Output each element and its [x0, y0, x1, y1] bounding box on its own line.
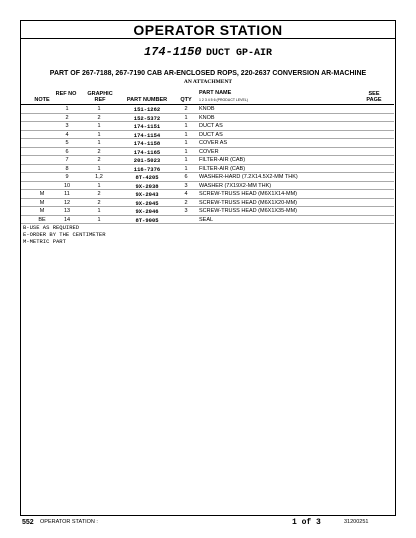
- legend-item: M-METRIC PART: [23, 238, 66, 245]
- footer-page-number: 552: [22, 519, 34, 526]
- row-part-name: WASHER (7X19X2-MM THK): [199, 182, 272, 189]
- table-row: [21, 165, 394, 174]
- page-title: OPERATOR STATION: [21, 21, 395, 39]
- header-graphic-ref: GRAPHIC REF: [87, 91, 113, 103]
- row-ref-no: 12: [63, 199, 71, 206]
- table-row: [21, 122, 394, 131]
- row-graphic-ref: 2: [97, 148, 101, 155]
- row-graphic-ref: 2: [97, 199, 101, 206]
- table-row: [21, 114, 394, 123]
- table-row: [21, 156, 394, 165]
- table-row: [21, 105, 394, 114]
- table-row: [21, 216, 394, 225]
- row-qty: 1: [184, 148, 188, 155]
- row-part-name: SCREW-TRUSS HEAD (M6X1X35-MM): [199, 208, 297, 214]
- header-part-name: PART NAME: [199, 90, 232, 96]
- row-part-number: 174-1158: [133, 140, 161, 147]
- row-qty: 6: [184, 174, 188, 180]
- row-part-number: 116-7376: [133, 165, 161, 173]
- attachment-line: AN ATTACHMENT: [183, 79, 233, 85]
- row-graphic-ref: 1: [97, 140, 101, 146]
- table-row: [21, 182, 394, 191]
- part-description-heading: DUCT GP-AIR: [206, 48, 273, 59]
- parts-table: [21, 89, 394, 245]
- row-part-number: 9X-2046: [135, 208, 159, 215]
- page-footer: [20, 516, 396, 530]
- footer-section: OPERATOR STATION :: [40, 519, 98, 525]
- row-qty: 1: [184, 114, 188, 121]
- row-graphic-ref: 1,2: [95, 174, 103, 180]
- row-qty: 3: [184, 208, 188, 214]
- table-row: [21, 173, 394, 182]
- row-part-name: KNOB: [199, 114, 215, 121]
- row-qty: 4: [184, 191, 188, 197]
- row-ref-no: 13: [63, 208, 71, 214]
- row-graphic-ref: 1: [97, 208, 101, 214]
- row-part-number: 151-1262: [133, 106, 161, 113]
- row-part-name: FILTER-AIR (CAB): [199, 165, 246, 172]
- row-qty: 1: [184, 165, 188, 172]
- row-ref-no: 2: [65, 114, 69, 121]
- row-part-number: 174-1165: [133, 148, 161, 156]
- row-graphic-ref: 1: [97, 182, 101, 189]
- row-part-name: DUCT AS: [199, 131, 223, 138]
- row-graphic-ref: 1: [97, 123, 101, 129]
- row-part-number: 9X-2038: [135, 182, 159, 190]
- legend-item: E-ORDER BY THE CENTIMETER: [23, 231, 106, 238]
- row-qty: 3: [184, 182, 188, 189]
- row-part-number: 8T-9005: [135, 216, 159, 224]
- row-graphic-ref: 1: [97, 106, 101, 112]
- table-row: [21, 148, 394, 157]
- row-part-name: WASHER-HARD (7.2X14.5X2-MM THK): [199, 174, 298, 180]
- row-part-number: 9X-2043: [135, 191, 159, 198]
- row-part-number: 9X-2045: [135, 199, 159, 207]
- row-graphic-ref: 2: [97, 114, 101, 121]
- row-ref-no: 1: [65, 106, 69, 112]
- row-ref-no: 4: [65, 131, 69, 138]
- header-ref-no: REF NO: [55, 91, 77, 97]
- header-part-number: PART NUMBER: [126, 97, 168, 103]
- table-row: [21, 190, 394, 199]
- row-ref-no: 5: [65, 140, 69, 146]
- row-ref-no: 9: [65, 174, 69, 180]
- table-row: [21, 199, 394, 208]
- row-part-number: 201-5023: [133, 157, 161, 164]
- row-graphic-ref: 1: [97, 216, 101, 223]
- row-ref-no: 8: [65, 165, 69, 172]
- row-note: BE: [38, 216, 46, 223]
- row-part-number: 8T-4205: [135, 174, 159, 181]
- row-part-name: KNOB: [199, 106, 215, 112]
- part-number-heading: 174-1150: [143, 45, 202, 59]
- row-part-number: 174-1151: [133, 123, 161, 130]
- row-part-name: SCREW-TRUSS HEAD (M6X1X14-MM): [199, 191, 297, 197]
- legend: [21, 224, 394, 245]
- row-part-number: 174-1154: [133, 131, 161, 139]
- row-part-name: SEAL: [199, 216, 214, 223]
- footer-code: 31200251: [344, 519, 369, 525]
- table-row: [21, 139, 394, 148]
- row-graphic-ref: 2: [97, 157, 101, 163]
- row-part-number: 152-5372: [133, 114, 161, 122]
- row-graphic-ref: 1: [97, 131, 101, 138]
- row-part-name: COVER AS: [199, 140, 228, 146]
- header-see-page: SEE PAGE: [366, 91, 382, 103]
- table-body: [21, 105, 394, 224]
- row-part-name: FILTER-AIR (CAB): [199, 157, 246, 163]
- row-note: M: [39, 191, 45, 197]
- row-note: M: [39, 199, 45, 206]
- row-note: M: [39, 208, 45, 214]
- row-ref-no: 10: [63, 182, 71, 189]
- table-row: [21, 207, 394, 216]
- row-qty: 1: [184, 131, 188, 138]
- row-qty: 1: [184, 140, 188, 146]
- header-note: NOTE: [34, 97, 50, 103]
- row-ref-no: 6: [65, 148, 69, 155]
- part-heading: [21, 43, 395, 59]
- part-of-line: PART OF 267-7188, 267-7190 CAB AR-ENCLOSED ROPS, 220-2637 CONVERSION AR-MACHINE: [49, 70, 367, 77]
- row-ref-no: 14: [63, 216, 71, 223]
- row-qty: 1: [184, 157, 188, 163]
- row-part-name: SCREW-TRUSS HEAD (M6X1X20-MM): [199, 199, 297, 206]
- row-qty: 1: [184, 123, 188, 129]
- row-part-name: DUCT AS: [199, 123, 223, 129]
- row-ref-no: 3: [65, 123, 69, 129]
- table-header: [21, 89, 394, 105]
- table-row: [21, 131, 394, 140]
- header-qty: QTY: [180, 97, 192, 103]
- row-ref-no: 11: [64, 191, 70, 197]
- legend-item: B-USE AS REQUIRED: [23, 224, 80, 231]
- footer-page-of: 1 of 3: [292, 518, 321, 527]
- row-part-name: COVER: [199, 148, 219, 155]
- row-graphic-ref: 2: [97, 191, 101, 197]
- parts-sheet: [20, 20, 396, 516]
- row-graphic-ref: 1: [97, 165, 101, 172]
- row-ref-no: 7: [65, 157, 69, 163]
- row-qty: 2: [184, 106, 188, 112]
- row-qty: 2: [184, 199, 188, 206]
- header-level-scale: 1 2 3 4 5 6 (PRODUCT LEVEL): [199, 98, 248, 102]
